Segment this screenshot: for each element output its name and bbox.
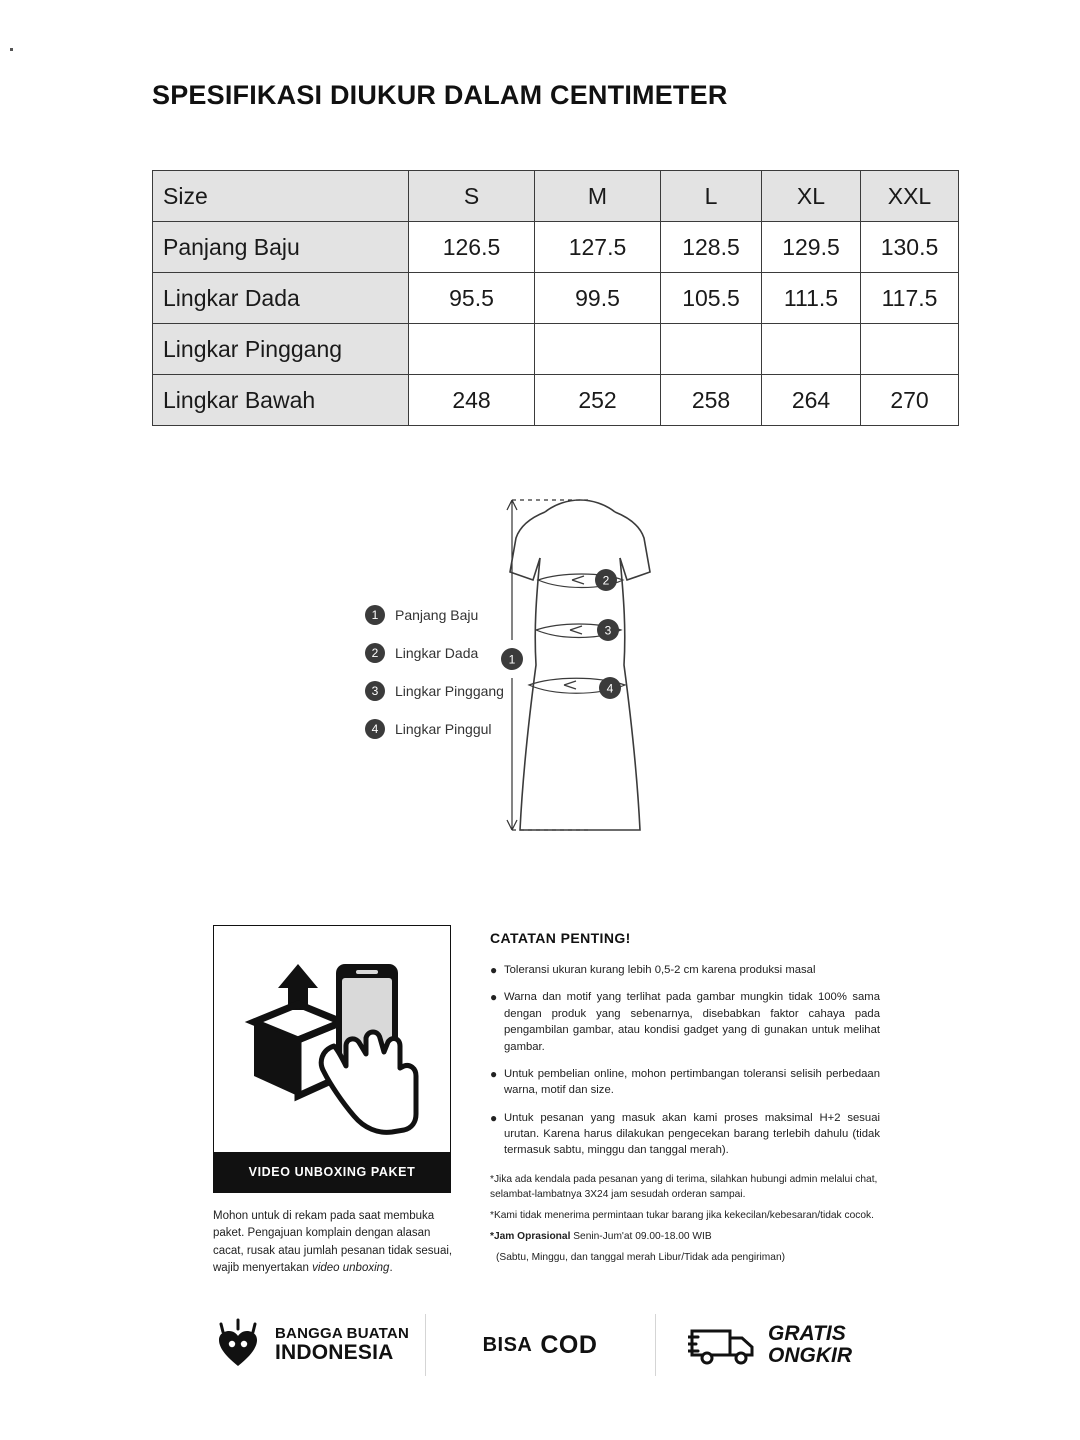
note-text: Warna dan motif yang terlihat pada gambar mungkin tidak 100% sama dengan produk yang sebenarnya, disebabkan faktor cahaya pada pengambilan gambar, atau kondisi gadget yang di gunakan untuk melihat gambar. [504, 991, 880, 1053]
table-header-row [153, 171, 959, 222]
badge-cod-line1: BISA [482, 1333, 533, 1356]
cell-value: 95.5 [409, 273, 535, 324]
note-item [490, 989, 880, 1055]
badge-bangga-line2: INDONESIA [275, 1340, 394, 1364]
table-header-l: L [661, 171, 762, 222]
cell-value: 252 [535, 375, 661, 426]
operational-label: *Jam Oprasional [490, 1231, 571, 1243]
unboxing-italic-term: video unboxing [312, 1261, 390, 1274]
important-notes-section [490, 930, 880, 1170]
table-header-xl: XL [762, 171, 861, 222]
unboxing-line-end: . [389, 1261, 393, 1274]
note-item [490, 1066, 880, 1099]
footnote-2: *Kami tidak menerima permintaan tukar barang jika kekecilan/kebesaran/tidak cocok. [490, 1210, 874, 1222]
legend-number-icon: 3 [365, 681, 385, 701]
badge-cod-line2: COD [540, 1330, 598, 1359]
cell-value [762, 324, 861, 375]
badge-gratis-ongkir [655, 1300, 885, 1390]
legend-label: Lingkar Pinggul [395, 721, 492, 737]
legend-number-icon: 2 [365, 643, 385, 663]
cell-value: 248 [409, 375, 535, 426]
row-label: Panjang Baju [153, 222, 409, 273]
cell-value: 129.5 [762, 222, 861, 273]
row-label: Lingkar Dada [153, 273, 409, 324]
table-row [153, 273, 959, 324]
cell-value: 130.5 [861, 222, 959, 273]
dress-measurement-diagram [340, 480, 760, 860]
operational-value: Senin-Jum'at 09.00-18.00 WIB [570, 1231, 712, 1243]
cell-value: 127.5 [535, 222, 661, 273]
marker-3-label: 3 [604, 623, 612, 638]
unboxing-illustration [214, 926, 450, 1154]
note-item [490, 1110, 880, 1159]
unboxing-line-4: wajib menyertakan [213, 1261, 313, 1274]
cell-value [661, 324, 762, 375]
cell-value: 105.5 [661, 273, 762, 324]
legend-label: Lingkar Dada [395, 645, 479, 661]
phone-recording-box-icon [214, 926, 452, 1154]
unboxing-caption: VIDEO UNBOXING PAKET [214, 1152, 450, 1192]
cell-value: 111.5 [762, 273, 861, 324]
legend-number-icon: 1 [365, 605, 385, 625]
table-header-s: S [409, 171, 535, 222]
unboxing-description [213, 1208, 463, 1277]
unboxing-line-2: paket. Pengajuan komplain dengan alasan [213, 1227, 431, 1240]
marker-1-label: 1 [508, 652, 516, 667]
legend-label: Panjang Baju [395, 607, 479, 623]
badge-bangga-buatan-indonesia [195, 1300, 425, 1390]
row-label: Lingkar Bawah [153, 375, 409, 426]
note-item [490, 962, 880, 978]
bullet-icon: ● [490, 990, 498, 1005]
cell-value: 128.5 [661, 222, 762, 273]
bullet-icon: ● [490, 1110, 498, 1125]
table-header-size: Size [153, 171, 409, 222]
delivery-truck-icon [688, 1321, 760, 1369]
notes-footnotes [490, 1172, 880, 1271]
corner-dot [10, 48, 13, 51]
badge-bangga-line1: BANGGA BUATAN [275, 1325, 409, 1343]
bullet-icon: ● [490, 1066, 498, 1081]
cell-value [409, 324, 535, 375]
cell-value: 99.5 [535, 273, 661, 324]
dress-diagram-svg [340, 480, 760, 860]
footnote-1: *Jika ada kendala pada pesanan yang di terima, silahkan hubungi admin melalui chat, selambat-lambatnya 3X24 jam sesudah orderan sampai. [490, 1174, 878, 1201]
operational-note: (Sabtu, Minggu, dan tanggal merah Libur/Tidak ada pengiriman) [496, 1252, 786, 1264]
unboxing-line-1: Mohon untuk di rekam pada saat membuka [213, 1210, 435, 1222]
marker-2-label: 2 [602, 573, 610, 588]
note-text: Untuk pembelian online, mohon pertimbangan toleransi selisih perbedaan warna, motif dan size. [504, 1067, 880, 1097]
cell-value [535, 324, 661, 375]
row-label: Lingkar Pinggang [153, 324, 409, 375]
notes-title: CATATAN PENTING! [490, 930, 631, 946]
cell-value [861, 324, 959, 375]
cell-value: 126.5 [409, 222, 535, 273]
badge-gratis-line2: ONGKIR [768, 1344, 852, 1367]
badge-bisa-cod [425, 1300, 655, 1390]
cell-value: 270 [861, 375, 959, 426]
legend-number-icon: 4 [365, 719, 385, 739]
bullet-icon: ● [490, 963, 498, 977]
badge-gratis-line1: GRATIS [768, 1321, 846, 1345]
page-title: SPESIFIKASI DIUKUR DALAM CENTIMETER [152, 80, 728, 110]
operational-hours [490, 1229, 880, 1244]
badge-gratis-text [768, 1323, 852, 1367]
marker-4-label: 4 [606, 681, 614, 696]
note-text: Untuk pesanan yang masuk akan kami proses maksimal H+2 sesuai urutan. Karena harus dilakukan pengecekan barang terlebih dahulu (tidak termasuk sabtu, minggu dan tanggal merah). [504, 1111, 880, 1157]
indonesia-heart-icon [211, 1318, 265, 1372]
legend-label: Lingkar Pinggang [395, 683, 504, 699]
table-header-xxl: XXL [861, 171, 959, 222]
cell-value: 264 [762, 375, 861, 426]
table-header-m: M [535, 171, 661, 222]
note-text: Toleransi ukuran kurang lebih 0,5-2 cm karena produksi masal [504, 964, 816, 976]
cell-value: 117.5 [861, 273, 959, 324]
table-row [153, 375, 959, 426]
table-row [153, 324, 959, 375]
table-row [153, 222, 959, 273]
badge-bangga-text [275, 1326, 409, 1364]
size-specification-table [152, 170, 959, 426]
unboxing-line-3: cacat, rusak atau jumlah pesanan tidak sesuai, [213, 1244, 453, 1257]
cell-value: 258 [661, 375, 762, 426]
video-unboxing-card [213, 925, 451, 1193]
badge-strip [195, 1300, 885, 1390]
